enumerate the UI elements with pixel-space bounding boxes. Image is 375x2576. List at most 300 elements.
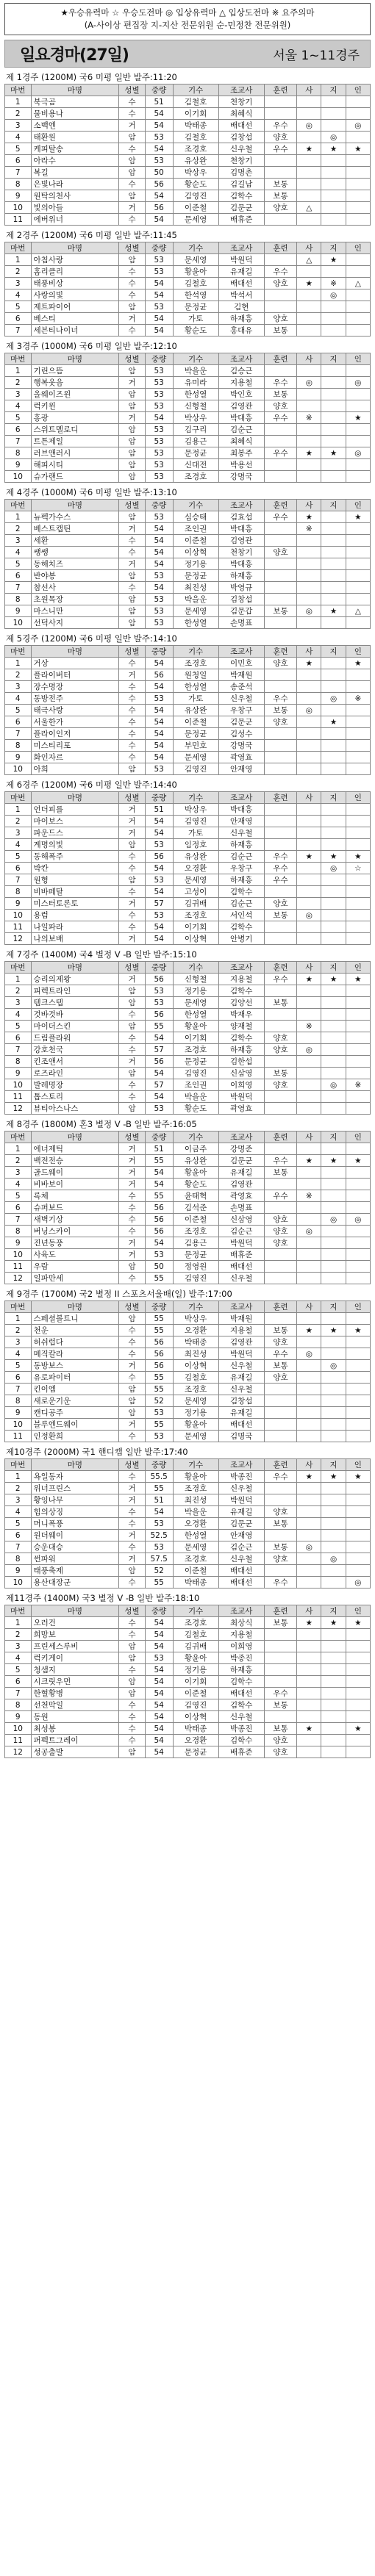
- jockey-cell: 이기회: [173, 1032, 218, 1044]
- horse-name-cell: 케피탈송: [31, 143, 119, 155]
- pick-in-cell: [346, 716, 370, 728]
- pick-in-cell: [346, 96, 370, 108]
- sex-cell: 거: [119, 1237, 146, 1249]
- training-cell: 우수: [264, 1348, 296, 1360]
- pick-sa-cell: ※: [297, 1021, 321, 1032]
- table-row: [5, 214, 371, 226]
- horse-name-cell: 쌩쌩: [31, 547, 119, 558]
- column-header-training: 훈련: [264, 792, 296, 804]
- race-table: [4, 242, 371, 337]
- pick-sa-cell: [297, 1652, 321, 1664]
- table-row: [5, 471, 371, 483]
- trainer-cell: 김현: [218, 301, 264, 313]
- pick-sa-cell: [297, 1056, 321, 1068]
- pick-sa-cell: [297, 214, 321, 226]
- sex-cell: 수: [119, 1009, 146, 1021]
- table-row: [5, 1068, 371, 1079]
- pick-ji-cell: [321, 1190, 346, 1202]
- horse-number-cell: 7: [5, 1541, 32, 1553]
- column-header-sex: 성별: [119, 1132, 146, 1143]
- column-header-pick-ji: 지: [321, 1132, 346, 1143]
- sex-cell: 거: [119, 120, 146, 132]
- table-row: [5, 1553, 371, 1565]
- pick-ji-cell: [321, 1068, 346, 1079]
- trainer-cell: 박대흥: [218, 558, 264, 570]
- training-cell: 우수: [264, 120, 296, 132]
- weight-cell: 54: [145, 1699, 173, 1711]
- column-header-horse-name: 마명: [31, 1301, 119, 1313]
- pick-sa-cell: [297, 1167, 321, 1179]
- jockey-cell: 최진성: [173, 582, 218, 594]
- trainer-cell: 하재흥: [218, 839, 264, 851]
- column-header-sex: 성별: [119, 353, 146, 365]
- table-row: [5, 1190, 371, 1202]
- pick-ji-cell: [321, 1407, 346, 1419]
- table-row: [5, 1384, 371, 1395]
- horse-number-cell: 2: [5, 1483, 32, 1494]
- weight-cell: 53: [145, 910, 173, 921]
- column-header-horse-number: 마번: [5, 792, 32, 804]
- trainer-cell: 박대흥: [218, 523, 264, 535]
- trainer-cell: 박재원: [218, 1313, 264, 1325]
- table-row: [5, 1664, 371, 1676]
- pick-in-cell: [346, 740, 370, 752]
- trainer-cell: 하재흥: [218, 1664, 264, 1676]
- pick-ji-cell: [321, 167, 346, 179]
- trainer-cell: 곽영효: [218, 752, 264, 763]
- trainer-cell: 배휴준: [218, 1746, 264, 1758]
- pick-in-cell: [346, 190, 370, 202]
- sex-cell: 거: [119, 974, 146, 985]
- pick-in-cell: ★: [346, 412, 370, 424]
- weight-cell: 51: [145, 96, 173, 108]
- training-cell: [264, 740, 296, 752]
- table-row: [5, 1249, 371, 1261]
- training-cell: 보통: [264, 190, 296, 202]
- title-bar: [4, 40, 371, 68]
- horse-name-cell: 버닝스카이: [31, 1226, 119, 1237]
- trainer-cell: 배대선: [218, 1565, 264, 1577]
- jockey-cell: 조경호: [173, 910, 218, 921]
- training-cell: [264, 436, 296, 447]
- column-header-weight: 중량: [145, 962, 173, 974]
- race-header: 제 3경주 (1000M) 국6 미평 일반 발주:12:10: [6, 341, 177, 351]
- sex-cell: 수: [119, 740, 146, 752]
- horse-name-cell: 에버위너: [31, 214, 119, 226]
- weight-cell: 52: [145, 1395, 173, 1407]
- jockey-cell: 김귀배: [173, 1641, 218, 1652]
- jockey-cell: 문정균: [173, 447, 218, 459]
- horse-name-cell: 진년동풍: [31, 1237, 119, 1249]
- table-row: [5, 728, 371, 740]
- column-header-training: 훈련: [264, 1605, 296, 1617]
- table-row: [5, 1431, 371, 1442]
- training-cell: 양호: [264, 658, 296, 669]
- pick-ji-cell: ★: [321, 447, 346, 459]
- horse-number-cell: 2: [5, 523, 32, 535]
- jockey-cell: 문정균: [173, 728, 218, 740]
- horse-number-cell: 5: [5, 851, 32, 863]
- horse-number-cell: 1: [5, 96, 32, 108]
- pick-in-cell: ◎: [346, 447, 370, 459]
- column-header-pick-in: 인: [346, 1301, 370, 1313]
- jockey-cell: 문정균: [173, 570, 218, 582]
- jockey-cell: 김영진: [173, 1068, 218, 1079]
- weight-cell: 55.5: [145, 1471, 173, 1483]
- pick-sa-cell: [297, 266, 321, 278]
- horse-number-cell: 3: [5, 1336, 32, 1348]
- weight-cell: 53: [145, 1103, 173, 1115]
- sex-cell: 수: [119, 705, 146, 716]
- pick-sa-cell: [297, 1384, 321, 1395]
- weight-cell: 53: [145, 985, 173, 997]
- training-cell: 양호: [264, 1746, 296, 1758]
- table-row: [5, 365, 371, 377]
- horse-number-cell: 6: [5, 424, 32, 436]
- horse-name-cell: 퍼펙트그레이: [31, 1735, 119, 1746]
- weight-cell: 53: [145, 763, 173, 775]
- sex-cell: 암: [119, 254, 146, 266]
- sex-cell: 암: [119, 424, 146, 436]
- trainer-cell: 최봉주: [218, 447, 264, 459]
- horse-name-cell: 강호천국: [31, 1044, 119, 1056]
- trainer-cell: 지용철: [218, 1325, 264, 1336]
- table-row: [5, 681, 371, 693]
- training-cell: [264, 1021, 296, 1032]
- training-cell: [264, 1056, 296, 1068]
- pick-sa-cell: [297, 898, 321, 910]
- horse-name-cell: 트튼제일: [31, 436, 119, 447]
- horse-name-cell: 백전전승: [31, 1155, 119, 1167]
- trainer-cell: 최혜식: [218, 108, 264, 120]
- jockey-cell: 조경호: [173, 658, 218, 669]
- table-row: [5, 523, 371, 535]
- pick-sa-cell: [297, 179, 321, 190]
- weight-cell: 57: [145, 898, 173, 910]
- training-cell: [264, 1530, 296, 1541]
- trainer-cell: 지용철: [218, 377, 264, 389]
- training-cell: 보통: [264, 389, 296, 400]
- pick-ji-cell: [321, 570, 346, 582]
- sex-cell: 거: [119, 1530, 146, 1541]
- pick-sa-cell: [297, 582, 321, 594]
- sex-cell: 수: [119, 1629, 146, 1641]
- column-header-weight: 중량: [145, 500, 173, 511]
- horse-name-cell: 베스티: [31, 313, 119, 325]
- trainer-cell: 김순근: [218, 1541, 264, 1553]
- column-header-row: [5, 1301, 371, 1313]
- horse-name-cell: 나의보배: [31, 933, 119, 945]
- horse-number-cell: 11: [5, 1091, 32, 1103]
- jockey-cell: 김영진: [173, 190, 218, 202]
- page-subtitle: 서울 1~11경주: [273, 48, 360, 63]
- jockey-cell: 정기용: [173, 1664, 218, 1676]
- column-header-sex: 성별: [119, 500, 146, 511]
- training-cell: 보통: [264, 325, 296, 337]
- horse-number-cell: 4: [5, 1179, 32, 1190]
- jockey-cell: 조경호: [173, 1226, 218, 1237]
- weight-cell: 54: [145, 1676, 173, 1688]
- column-header-pick-sa: 사: [297, 646, 321, 658]
- horse-number-cell: 3: [5, 1494, 32, 1506]
- sex-cell: 암: [119, 155, 146, 167]
- jockey-cell: 이준철: [173, 202, 218, 214]
- trainer-cell: 배대선: [218, 1419, 264, 1431]
- column-header-sex: 성별: [119, 1301, 146, 1313]
- weight-cell: 53: [145, 471, 173, 483]
- pick-in-cell: [346, 1313, 370, 1325]
- pick-sa-cell: △: [297, 202, 321, 214]
- horse-number-cell: 8: [5, 594, 32, 605]
- sex-cell: 암: [119, 1395, 146, 1407]
- training-cell: [264, 617, 296, 629]
- column-header-pick-in: 인: [346, 242, 370, 254]
- sex-cell: 거: [119, 804, 146, 816]
- pick-in-cell: [346, 1664, 370, 1676]
- pick-in-cell: [346, 1676, 370, 1688]
- column-header-sex: 성별: [119, 1459, 146, 1471]
- weight-cell: 56: [145, 1056, 173, 1068]
- table-row: [5, 851, 371, 863]
- table-row: [5, 997, 371, 1009]
- pick-ji-cell: ◎: [321, 132, 346, 143]
- column-header-training: 훈련: [264, 962, 296, 974]
- weight-cell: 51: [145, 804, 173, 816]
- horse-name-cell: 플라이버터: [31, 669, 119, 681]
- horse-number-cell: 3: [5, 681, 32, 693]
- sex-cell: 수: [119, 1723, 146, 1735]
- horse-name-cell: 용럼: [31, 910, 119, 921]
- weight-cell: 54: [145, 716, 173, 728]
- table-row: [5, 1167, 371, 1179]
- weight-cell: 53: [145, 617, 173, 629]
- table-row: [5, 459, 371, 471]
- pick-ji-cell: [321, 921, 346, 933]
- sex-cell: 수: [119, 921, 146, 933]
- training-cell: [264, 167, 296, 179]
- sex-cell: 거: [119, 1155, 146, 1167]
- horse-number-cell: 9: [5, 459, 32, 471]
- horse-name-cell: 동방보스: [31, 1360, 119, 1372]
- training-cell: [264, 459, 296, 471]
- horse-number-cell: 8: [5, 1699, 32, 1711]
- pick-ji-cell: [321, 1419, 346, 1431]
- sex-cell: 수: [119, 658, 146, 669]
- weight-cell: 53: [145, 254, 173, 266]
- jockey-cell: 황윤아: [173, 1471, 218, 1483]
- column-header-pick-in: 인: [346, 1132, 370, 1143]
- pick-in-cell: ※: [346, 693, 370, 705]
- jockey-cell: 가토: [173, 827, 218, 839]
- jockey-cell: 황윤아: [173, 1652, 218, 1664]
- pick-sa-cell: [297, 301, 321, 313]
- horse-number-cell: 5: [5, 143, 32, 155]
- pick-in-cell: [346, 108, 370, 120]
- sex-cell: 거: [119, 827, 146, 839]
- training-cell: 우수: [264, 1190, 296, 1202]
- table-row: [5, 898, 371, 910]
- race-header: 제11경주 (1400M) 국3 별정 V -B 일반 발주:18:10: [6, 1593, 200, 1603]
- pick-sa-cell: ★: [297, 143, 321, 155]
- pick-sa-cell: [297, 1735, 321, 1746]
- horse-name-cell: 마스니만: [31, 605, 119, 617]
- trainer-cell: 신우철: [218, 1711, 264, 1723]
- jockey-cell: 조경호: [173, 1483, 218, 1494]
- horse-name-cell: 초원목장: [31, 594, 119, 605]
- pick-sa-cell: [297, 570, 321, 582]
- trainer-cell: 김명촌: [218, 167, 264, 179]
- horse-number-cell: 3: [5, 278, 32, 289]
- horse-number-cell: 5: [5, 558, 32, 570]
- column-header-pick-sa: 사: [297, 792, 321, 804]
- column-header-horse-number: 마번: [5, 646, 32, 658]
- jockey-cell: 김구리: [173, 424, 218, 436]
- pick-sa-cell: ◎: [297, 1541, 321, 1553]
- pick-in-cell: ◎: [346, 120, 370, 132]
- horse-number-cell: 8: [5, 740, 32, 752]
- trainer-cell: 김학수: [218, 1735, 264, 1746]
- pick-in-cell: [346, 424, 370, 436]
- table-row: [5, 1103, 371, 1115]
- horse-name-cell: 소백엔: [31, 120, 119, 132]
- pick-in-cell: [346, 1735, 370, 1746]
- horse-name-cell: 마이더스킨: [31, 1021, 119, 1032]
- horse-name-cell: 뷰티아스나스: [31, 1103, 119, 1115]
- jockey-cell: 이기회: [173, 108, 218, 120]
- table-row: [5, 436, 371, 447]
- trainer-cell: 배대선: [218, 120, 264, 132]
- jockey-cell: 이상혁: [173, 933, 218, 945]
- horse-name-cell: 비바보이: [31, 1179, 119, 1190]
- jockey-cell: 황윤아: [173, 1021, 218, 1032]
- horse-number-cell: 2: [5, 108, 32, 120]
- horse-number-cell: 6: [5, 155, 32, 167]
- sex-cell: 암: [119, 839, 146, 851]
- sex-cell: 암: [119, 763, 146, 775]
- pick-sa-cell: [297, 1179, 321, 1190]
- trainer-cell: 박인호: [218, 389, 264, 400]
- jockey-cell: 문세영: [173, 874, 218, 886]
- horse-name-cell: 시크릿우먼: [31, 1676, 119, 1688]
- pick-sa-cell: [297, 1249, 321, 1261]
- horse-number-cell: 1: [5, 511, 32, 523]
- training-cell: [264, 1494, 296, 1506]
- weight-cell: 53: [145, 301, 173, 313]
- column-header-sex: 성별: [119, 646, 146, 658]
- weight-cell: 52.5: [145, 1530, 173, 1541]
- pick-ji-cell: [321, 1021, 346, 1032]
- column-header-jockey: 기수: [173, 242, 218, 254]
- weight-cell: 55: [145, 1190, 173, 1202]
- race-table: [4, 645, 371, 775]
- table-row: [5, 155, 371, 167]
- race-section: [4, 779, 371, 945]
- trainer-cell: 박재우: [218, 1009, 264, 1021]
- trainer-cell: 강명국: [218, 471, 264, 483]
- pick-ji-cell: [321, 1226, 346, 1237]
- horse-name-cell: 러브앤러시: [31, 447, 119, 459]
- column-header-pick-sa: 사: [297, 242, 321, 254]
- trainer-cell: 김학수: [218, 985, 264, 997]
- race-table: [4, 353, 371, 483]
- pick-in-cell: [346, 325, 370, 337]
- horse-number-cell: 6: [5, 863, 32, 874]
- table-row: [5, 1360, 371, 1372]
- sex-cell: 거: [119, 313, 146, 325]
- pick-ji-cell: [321, 1103, 346, 1115]
- horse-number-cell: 5: [5, 1021, 32, 1032]
- pick-in-cell: [346, 1167, 370, 1179]
- pick-sa-cell: ★: [297, 1723, 321, 1735]
- jockey-cell: 고성이: [173, 886, 218, 898]
- pick-ji-cell: [321, 1336, 346, 1348]
- table-row: [5, 120, 371, 132]
- pick-sa-cell: [297, 365, 321, 377]
- horse-name-cell: 청샘지: [31, 1664, 119, 1676]
- horse-number-cell: 1: [5, 1313, 32, 1325]
- sex-cell: 암: [119, 511, 146, 523]
- column-header-jockey: 기수: [173, 646, 218, 658]
- jockey-cell: 김철호: [173, 278, 218, 289]
- table-row: [5, 1079, 371, 1091]
- trainer-cell: 김명국: [218, 1431, 264, 1442]
- trainer-cell: 박원덕: [218, 254, 264, 266]
- horse-name-cell: 인정환희: [31, 1431, 119, 1442]
- trainer-cell: 김창섭: [218, 594, 264, 605]
- sex-cell: 거: [119, 1143, 146, 1155]
- weight-cell: 53: [145, 424, 173, 436]
- horse-name-cell: 골드웨이: [31, 1167, 119, 1179]
- pick-ji-cell: [321, 1273, 346, 1284]
- trainer-cell: 이희영: [218, 1079, 264, 1091]
- horse-name-cell: 세븐티나이너: [31, 325, 119, 337]
- weight-cell: 54: [145, 728, 173, 740]
- pick-sa-cell: [297, 874, 321, 886]
- weight-cell: 54: [145, 582, 173, 594]
- jockey-cell: 황순도: [173, 1103, 218, 1115]
- horse-number-cell: 5: [5, 301, 32, 313]
- pick-sa-cell: [297, 1746, 321, 1758]
- column-header-jockey: 기수: [173, 1132, 218, 1143]
- horse-name-cell: 킨이엠: [31, 1384, 119, 1395]
- weight-cell: 57: [145, 1044, 173, 1056]
- training-cell: [264, 1395, 296, 1407]
- column-header-horse-name: 마명: [31, 84, 119, 96]
- horse-number-cell: 4: [5, 1009, 32, 1021]
- column-header-trainer: 조교사: [218, 962, 264, 974]
- jockey-cell: 정기용: [173, 558, 218, 570]
- trainer-cell: 배대선: [218, 1261, 264, 1273]
- horse-name-cell: 슈가랜드: [31, 471, 119, 483]
- sex-cell: 수: [119, 547, 146, 558]
- table-row: [5, 839, 371, 851]
- pick-in-cell: [346, 1431, 370, 1442]
- jockey-cell: 박태종: [173, 1336, 218, 1348]
- column-header-pick-sa: 사: [297, 1301, 321, 1313]
- column-header-sex: 성별: [119, 1605, 146, 1617]
- weight-cell: 54: [145, 289, 173, 301]
- jockey-cell: 한성열: [173, 681, 218, 693]
- training-cell: 양호: [264, 1079, 296, 1091]
- column-header-sex: 성별: [119, 84, 146, 96]
- sex-cell: 수: [119, 1735, 146, 1746]
- horse-number-cell: 1: [5, 365, 32, 377]
- trainer-cell: 하재흥: [218, 874, 264, 886]
- pick-sa-cell: [297, 459, 321, 471]
- pick-ji-cell: ★: [321, 1155, 346, 1167]
- jockey-cell: 박을운: [173, 1506, 218, 1518]
- weight-cell: 54: [145, 1032, 173, 1044]
